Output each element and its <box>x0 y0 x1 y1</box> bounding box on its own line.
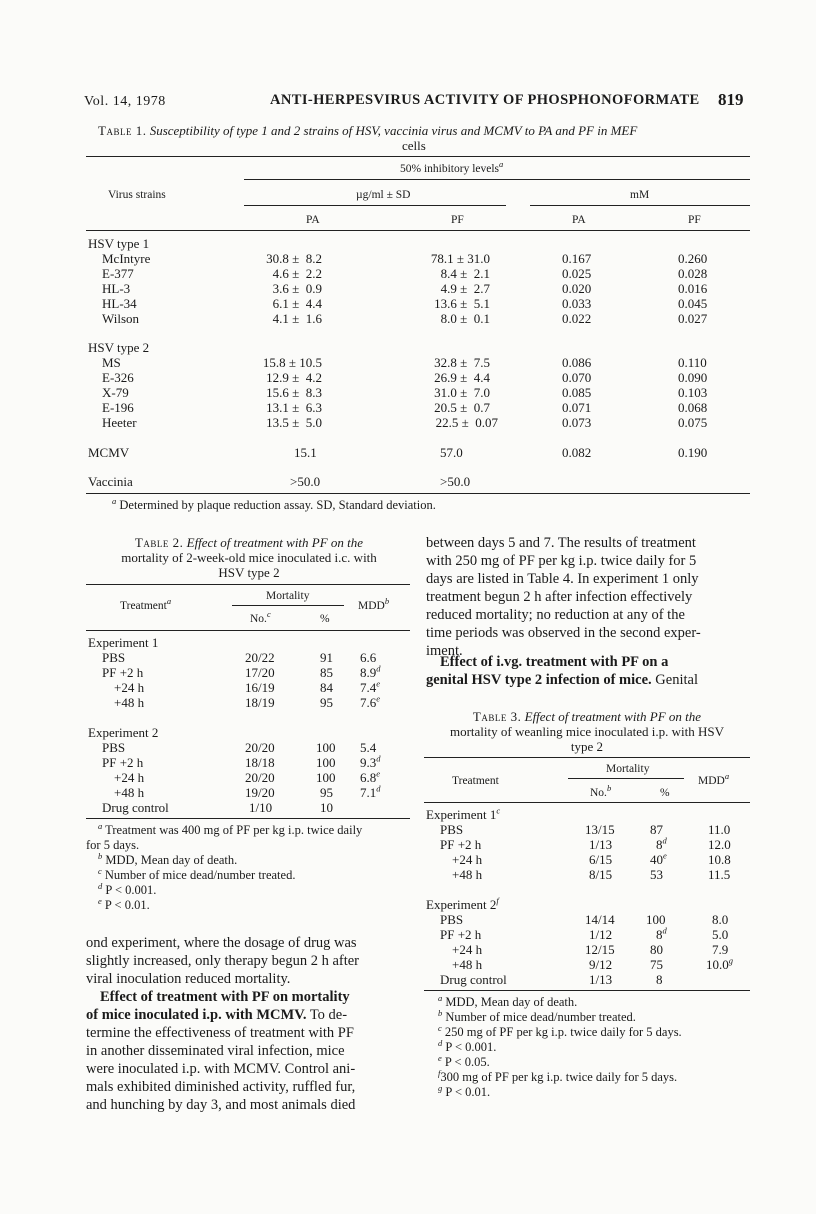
section-heading: genital HSV type 2 infection of mice. <box>426 672 652 688</box>
table-1-caption: Table 1. Susceptibility of type 1 and 2 strains of HSV, vaccinia virus and MCMV to PA and PF in MEF <box>98 123 638 138</box>
table-3-footnote: $^d$ P < 0.001. <box>438 1037 497 1054</box>
table-1-col-pa-ug: PA <box>306 214 320 226</box>
table-2-col-pct: % <box>320 613 330 625</box>
table-1-top-rule <box>86 156 750 157</box>
table-2-col-no: No.$^c$ <box>250 609 271 625</box>
section-heading: Effect of i.vg. treatment with PF on a <box>440 654 669 670</box>
table-3-caption: Table 3. Effect of treatment with PF on the <box>472 709 702 724</box>
table-1-col-pf-mm: PF <box>688 214 701 226</box>
table-1-col-mm: mM <box>630 189 650 201</box>
table-3-footnote: $^f$300 mg of PF per kg i.p. twice daily for 5 days. <box>438 1067 678 1084</box>
table-3-experiment-label: Experiment 2$^f$ <box>426 895 499 912</box>
table-3-footnote: $^b$ Number of mice dead/number treated. <box>438 1007 636 1024</box>
table-2-footnote: $^c$ Number of mice dead/number treated. <box>98 865 296 882</box>
section-heading: of mice inoculated i.p. with MCMV. <box>86 1007 307 1023</box>
table-3-footnote: $^e$ P < 0.05. <box>438 1052 490 1069</box>
table-3-col-no: No.$^b$ <box>590 783 612 799</box>
table-1-col-pa-mm: PA <box>572 214 586 226</box>
table-2-caption: Table 2. Effect of treatment with PF on the <box>134 535 364 550</box>
section-heading: Effect of treatment with PF on mortality <box>100 989 350 1005</box>
table-2-col-treatment: Treatment$^a$ <box>120 596 172 612</box>
table-2-col-mdd: MDD$^b$ <box>358 596 390 612</box>
table-3-col-mdd: MDD$^a$ <box>698 771 730 787</box>
page-number: 819 <box>718 90 744 109</box>
table-1-col-pf-ug: PF <box>451 214 464 226</box>
table-2-col-mortality: Mortality <box>266 590 310 602</box>
running-header-volume: Vol. 14, 1978 <box>84 94 166 109</box>
table-2-footnote: $^a$ Treatment was 400 mg of PF per kg i.p. twice daily <box>98 820 363 837</box>
table-1-footnote: $^a$ Determined by plaque reduction assay. SD, Standard deviation. <box>112 495 436 512</box>
table-3-footnote: $^g$ P < 0.01. <box>438 1082 491 1099</box>
table-3-experiment-label: Experiment 1$^c$ <box>426 805 501 822</box>
table-3-col-pct: % <box>660 787 670 799</box>
table-1-caption-cont: cells <box>402 138 426 153</box>
table-3-col-mortality: Mortality <box>606 763 650 775</box>
table-2-experiment-label: Experiment 2 <box>88 725 159 740</box>
table-2-footnote: $^d$ P < 0.001. <box>98 880 157 897</box>
table-1-col-ug: µg/ml ± SD <box>356 189 411 201</box>
table-1-group-header: 50% inhibitory levels$^a$ <box>400 159 504 175</box>
table-1-group-label: HSV type 2 <box>88 340 150 355</box>
table-3-footnote: $^c$ 250 mg of PF per kg i.p. twice daily for 5 days. <box>438 1022 682 1039</box>
running-header-title: ANTI-HERPESVIRUS ACTIVITY OF PHOSPHONOFORMATE <box>270 92 700 108</box>
table-2-experiment-label: Experiment 1 <box>88 635 159 650</box>
table-2-footnote: $^b$ MDD, Mean day of death. <box>98 850 238 867</box>
table-1-group-label: HSV type 1 <box>88 236 150 251</box>
table-3-col-treatment: Treatment <box>452 775 499 787</box>
table-1-col-virus: Virus strains <box>108 189 166 201</box>
table-3-footnote: $^a$ MDD, Mean day of death. <box>438 992 578 1009</box>
table-2-footnote: $^e$ P < 0.01. <box>98 895 150 912</box>
